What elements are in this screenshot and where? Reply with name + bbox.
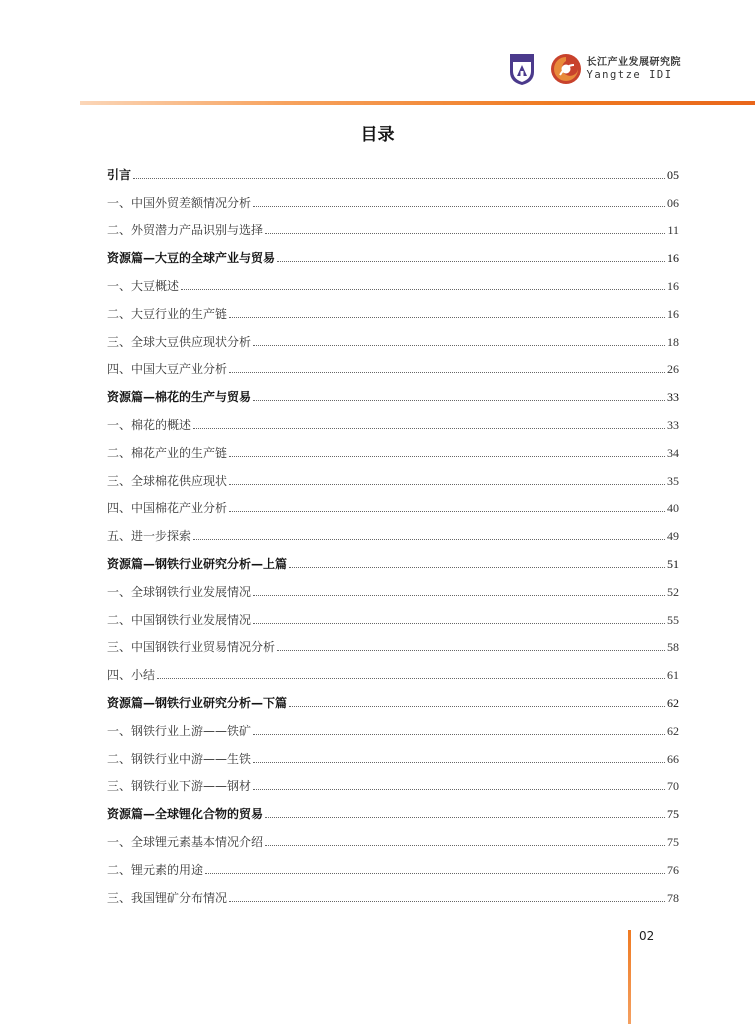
toc-entry-page: 58 [667, 640, 679, 655]
toc-dot-leader [289, 567, 665, 568]
toc-entry-label: 一、全球钢铁行业发展情况 [107, 584, 252, 599]
university-crest-icon [508, 52, 536, 86]
toc-entry-label: 二、外贸潜力产品识别与选择 [107, 223, 264, 238]
toc-entry-page: 52 [667, 584, 679, 599]
toc-entry-label: 一、钢铁行业上游——铁矿 [107, 723, 252, 738]
header-divider [80, 101, 755, 105]
toc-entry-page: 62 [667, 695, 679, 710]
toc-entry[interactable] [107, 572, 679, 600]
toc-entry-label: 二、锂元素的用途 [107, 862, 204, 877]
toc-entry-label: 资源篇—全球锂化合物的贸易 [107, 807, 264, 822]
toc-entry[interactable] [107, 405, 679, 433]
toc-entry-label: 二、棉花产业的生产链 [107, 445, 228, 460]
institute-name-cn: 长江产业发展研究院 [586, 56, 681, 68]
toc-entry[interactable] [107, 433, 679, 461]
toc-entry-label: 二、大豆行业的生产链 [107, 306, 228, 321]
toc-entry-label: 四、中国棉花产业分析 [107, 501, 228, 516]
header-logos [508, 52, 682, 86]
toc-entry-label: 一、中国外贸差额情况分析 [107, 195, 252, 210]
toc-entry[interactable] [107, 266, 679, 294]
toc-entry-page: 49 [667, 529, 679, 544]
toc-entry[interactable] [107, 655, 679, 683]
toc-entry-label: 三、中国钢铁行业贸易情况分析 [107, 640, 276, 655]
toc-entry-label: 三、我国锂矿分布情况 [107, 890, 228, 905]
toc-entry-page: 51 [667, 556, 679, 571]
toc-entry[interactable] [107, 878, 679, 906]
toc-dot-leader [253, 345, 665, 346]
toc-entry-page: 26 [667, 362, 679, 377]
toc-entry-label: 五、进一步探索 [107, 529, 192, 544]
yangtze-idi-logo-icon [550, 53, 582, 85]
toc-entry[interactable] [107, 767, 679, 795]
toc-entry-label: 资源篇—大豆的全球产业与贸易 [107, 251, 276, 266]
toc-entry-label: 资源篇—棉花的生产与贸易 [107, 390, 252, 405]
toc-entry-page: 61 [667, 668, 679, 683]
toc-entry-label: 资源篇—钢铁行业研究分析—下篇 [107, 695, 288, 710]
toc-entry-page: 75 [667, 807, 679, 822]
toc-entry-page: 33 [667, 417, 679, 432]
toc-dot-leader [289, 706, 665, 707]
toc-entry[interactable] [107, 822, 679, 850]
toc-entry[interactable] [107, 461, 679, 489]
toc-entry-page: 35 [667, 473, 679, 488]
toc-entry[interactable] [107, 322, 679, 350]
toc-dot-leader [229, 484, 665, 485]
toc-title: 目录 [360, 125, 395, 145]
institute-name-en: Yangtze IDI [586, 68, 673, 81]
toc-dot-leader [229, 511, 665, 512]
toc-entry[interactable] [107, 211, 679, 239]
toc-entry-label: 引言 [107, 167, 132, 182]
toc-dot-leader [253, 789, 665, 790]
toc-dot-leader [229, 456, 665, 457]
toc-entry-page: 66 [667, 751, 679, 766]
toc-dot-leader [181, 289, 665, 290]
toc-entry-page: 33 [667, 390, 679, 405]
toc-entry-page: 62 [667, 723, 679, 738]
toc-entry-page: 16 [667, 251, 679, 266]
toc-dot-leader [229, 901, 665, 902]
toc-dot-leader [253, 734, 665, 735]
toc-entry-label: 三、全球大豆供应现状分析 [107, 334, 252, 349]
toc-entry-page: 76 [667, 862, 679, 877]
toc-dot-leader [265, 817, 665, 818]
toc-entry-page: 70 [667, 779, 679, 794]
toc-dot-leader [277, 261, 665, 262]
toc-entry-page: 40 [667, 501, 679, 516]
toc-entry[interactable] [107, 600, 679, 628]
page-number: 02 [639, 929, 655, 943]
toc-entry-label: 三、全球棉花供应现状 [107, 473, 228, 488]
toc-section-entry[interactable] [107, 794, 679, 822]
toc-entry-page: 06 [667, 195, 679, 210]
toc-entry-label: 二、钢铁行业中游——生铁 [107, 751, 252, 766]
toc-entry-label: 二、中国钢铁行业发展情况 [107, 612, 252, 627]
toc-entry-label: 资源篇—钢铁行业研究分析—上篇 [107, 556, 288, 571]
toc-section-entry[interactable] [107, 377, 679, 405]
toc-section-entry[interactable] [107, 155, 679, 183]
toc-entry-page: 75 [667, 834, 679, 849]
toc-dot-leader [253, 206, 665, 207]
toc-dot-leader [133, 178, 665, 179]
toc-dot-leader [277, 650, 665, 651]
toc-entry-page: 34 [667, 445, 679, 460]
toc-entry-label: 一、大豆概述 [107, 278, 180, 293]
toc-dot-leader [229, 317, 665, 318]
toc-entry[interactable] [107, 711, 679, 739]
toc-entry-page: 78 [667, 890, 679, 905]
toc-entry-label: 四、中国大豆产业分析 [107, 362, 228, 377]
table-of-contents [107, 155, 679, 906]
toc-section-entry[interactable] [107, 238, 679, 266]
toc-entry[interactable] [107, 739, 679, 767]
toc-dot-leader [253, 762, 665, 763]
toc-entry[interactable] [107, 350, 679, 378]
toc-entry-label: 一、全球锂元素基本情况介绍 [107, 834, 264, 849]
toc-entry-page: 16 [667, 278, 679, 293]
toc-dot-leader [265, 233, 665, 234]
toc-dot-leader [253, 595, 665, 596]
toc-dot-leader [265, 845, 665, 846]
toc-entry-page: 05 [667, 167, 679, 182]
toc-entry[interactable] [107, 850, 679, 878]
footer-accent-bar [628, 930, 631, 1024]
toc-entry-page: 16 [667, 306, 679, 321]
toc-dot-leader [253, 623, 665, 624]
toc-entry[interactable] [107, 294, 679, 322]
toc-entry-page: 11 [667, 223, 679, 238]
toc-entry-page: 55 [667, 612, 679, 627]
toc-entry-label: 四、小结 [107, 668, 156, 683]
toc-section-entry[interactable] [107, 544, 679, 572]
toc-dot-leader [229, 372, 665, 373]
toc-entry-label: 一、棉花的概述 [107, 417, 192, 432]
toc-section-entry[interactable] [107, 683, 679, 711]
yangtze-idi-logo [550, 53, 682, 85]
toc-entry[interactable] [107, 183, 679, 211]
toc-entry[interactable] [107, 489, 679, 517]
toc-dot-leader [157, 678, 665, 679]
toc-entry[interactable] [107, 516, 679, 544]
toc-entry-page: 18 [667, 334, 679, 349]
toc-dot-leader [205, 873, 665, 874]
toc-dot-leader [253, 400, 665, 401]
toc-dot-leader [193, 539, 665, 540]
toc-dot-leader [193, 428, 665, 429]
toc-entry[interactable] [107, 628, 679, 656]
toc-entry-label: 三、钢铁行业下游——钢材 [107, 779, 252, 794]
